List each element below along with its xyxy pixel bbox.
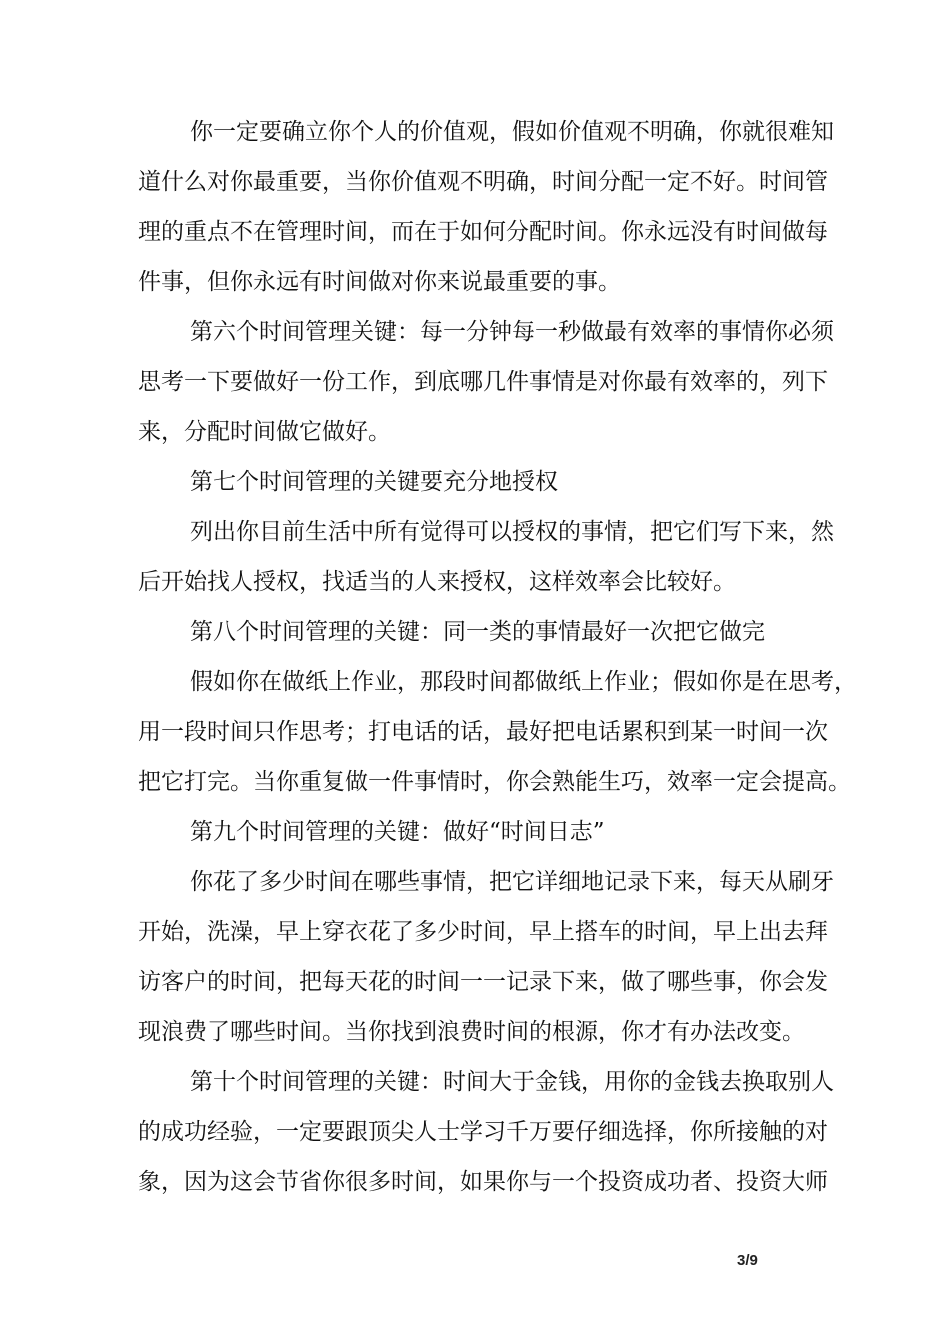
text-line: 你花了多少时间在哪些事情，把它详细地记录下来，每天从刷牙 xyxy=(190,869,834,895)
text-line: 的成功经验，一定要跟顶尖人士学习千万要仔细选择，你所接触的对 xyxy=(138,1119,828,1145)
text-line: 把它打完。当你重复做一件事情时，你会熟能生巧，效率一定会提高。 xyxy=(138,769,851,795)
text-line: 开始，洗澡，早上穿衣花了多少时间，早上搭车的时间，早上出去拜 xyxy=(138,919,828,945)
text-line: 象，因为这会节省你很多时间，如果你与一个投资成功者、投资大师 xyxy=(138,1169,828,1195)
text-line: 来，分配时间做它做好。 xyxy=(138,419,391,445)
text-line: 后开始找人授权，找适当的人来授权，这样效率会比较好。 xyxy=(138,569,736,595)
text-line: 思考一下要做好一份工作，到底哪几件事情是对你最有效率的，列下 xyxy=(138,369,828,395)
section-heading-line: 第八个时间管理的关键：同一类的事情最好一次把它做完 xyxy=(190,619,765,645)
text-line: 你一定要确立你个人的价值观，假如价值观不明确，你就很难知 xyxy=(190,119,834,145)
section-heading-line: 第七个时间管理的关键要充分地授权 xyxy=(190,469,558,495)
text-line: 件事，但你永远有时间做对你来说最重要的事。 xyxy=(138,269,621,295)
text-line: 道什么对你最重要，当你价值观不明确，时间分配一定不好。时间管 xyxy=(138,169,828,195)
text-line: 现浪费了哪些时间。当你找到浪费时间的根源，你才有办法改变。 xyxy=(138,1019,805,1045)
page-number: 3/9 xyxy=(737,1252,758,1269)
text-line: 访客户的时间，把每天花的时间一一记录下来，做了哪些事，你会发 xyxy=(138,969,828,995)
section-heading-line: 第九个时间管理的关键：做好“时间日志” xyxy=(190,819,605,845)
text-line: 假如你在做纸上作业，那段时间都做纸上作业；假如你是在思考， xyxy=(190,669,857,695)
section-heading-line: 第六个时间管理关键：每一分钟每一秒做最有效率的事情你必须 xyxy=(190,319,834,345)
text-line: 理的重点不在管理时间，而在于如何分配时间。你永远没有时间做每 xyxy=(138,219,828,245)
section-heading-line: 第十个时间管理的关键：时间大于金钱，用你的金钱去换取别人 xyxy=(190,1069,834,1095)
text-line: 用一段时间只作思考；打电话的话，最好把电话累积到某一时间一次 xyxy=(138,719,828,745)
text-line: 列出你目前生活中所有觉得可以授权的事情，把它们写下来，然 xyxy=(190,519,834,545)
